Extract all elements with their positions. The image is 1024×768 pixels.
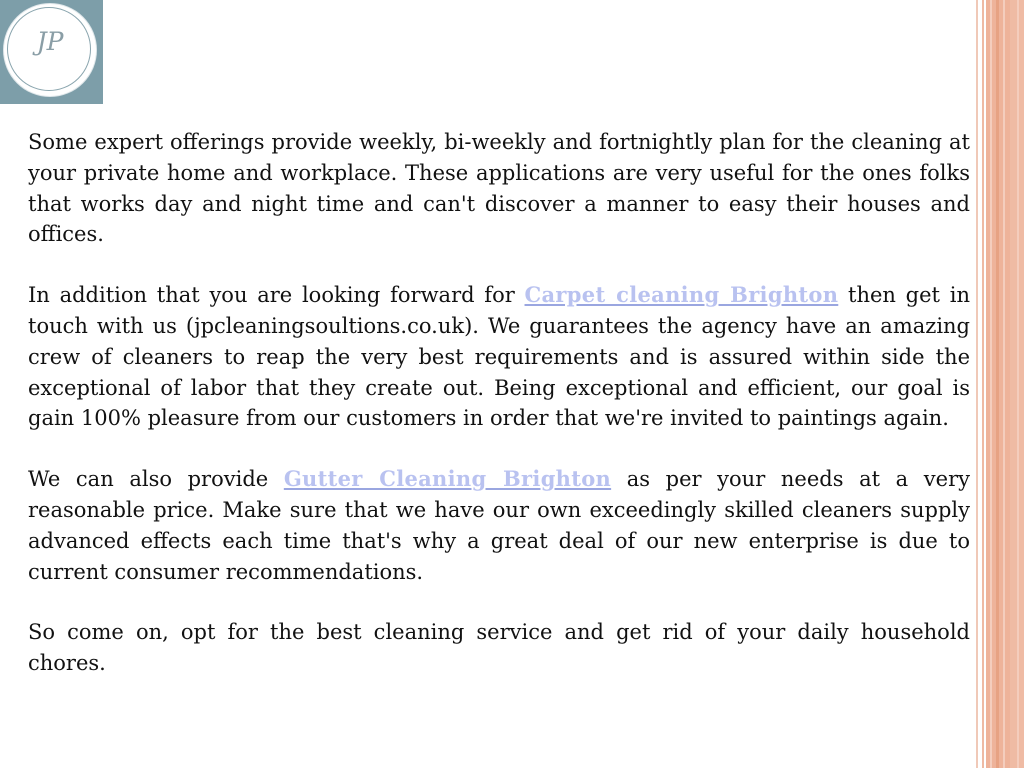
paragraph-1: Some expert offerings provide weekly, bi-weekly and fortnightly plan for the cleaning at your private home and workplace. These applications are very useful for the ones folks that works day and night time and can't discover a manner to easy their houses and offices. <box>28 130 970 247</box>
stripe <box>982 0 984 768</box>
stripe <box>1017 0 1019 768</box>
body-text <box>28 127 970 679</box>
gutter-cleaning-link[interactable]: Gutter Cleaning Brighton <box>283 466 612 492</box>
logo-circle <box>4 4 96 96</box>
carpet-cleaning-link[interactable]: Carpet cleaning Brighton <box>524 282 839 308</box>
logo <box>0 0 103 104</box>
paragraph-3 <box>28 464 970 587</box>
stripe <box>990 0 992 768</box>
paragraph-2 <box>28 280 970 434</box>
stripe <box>1003 0 1005 768</box>
decorative-stripes <box>976 0 1024 768</box>
stripe <box>976 0 978 768</box>
logo-text: JP <box>36 27 64 56</box>
paragraph-3-before: We can also provide <box>28 467 284 492</box>
paragraph-2-after: then get in touch with us (jpcleaningsoultions.co.uk). We guarantees the agency have an amazing crew of cleaners to reap the very best requirements and is assured within side the exceptional of labor that they create out. Being exceptional and efficient, our goal is gain 100% pleasure from our customers in order that we're invited to paintings again. <box>28 283 970 431</box>
paragraph-4: So come on, opt for the best cleaning service and get rid of your daily household chores. <box>28 620 970 676</box>
stripe <box>996 0 999 768</box>
paragraph-2-before: In addition that you are looking forward for <box>28 283 525 308</box>
paragraph-3-after: as per your needs at a very reasonable price. Make sure that we have our own exceedingly skilled cleaners supply advanced effects each time that's why a great deal of our new enterprise is due to current consumer recommendations. <box>28 467 970 584</box>
